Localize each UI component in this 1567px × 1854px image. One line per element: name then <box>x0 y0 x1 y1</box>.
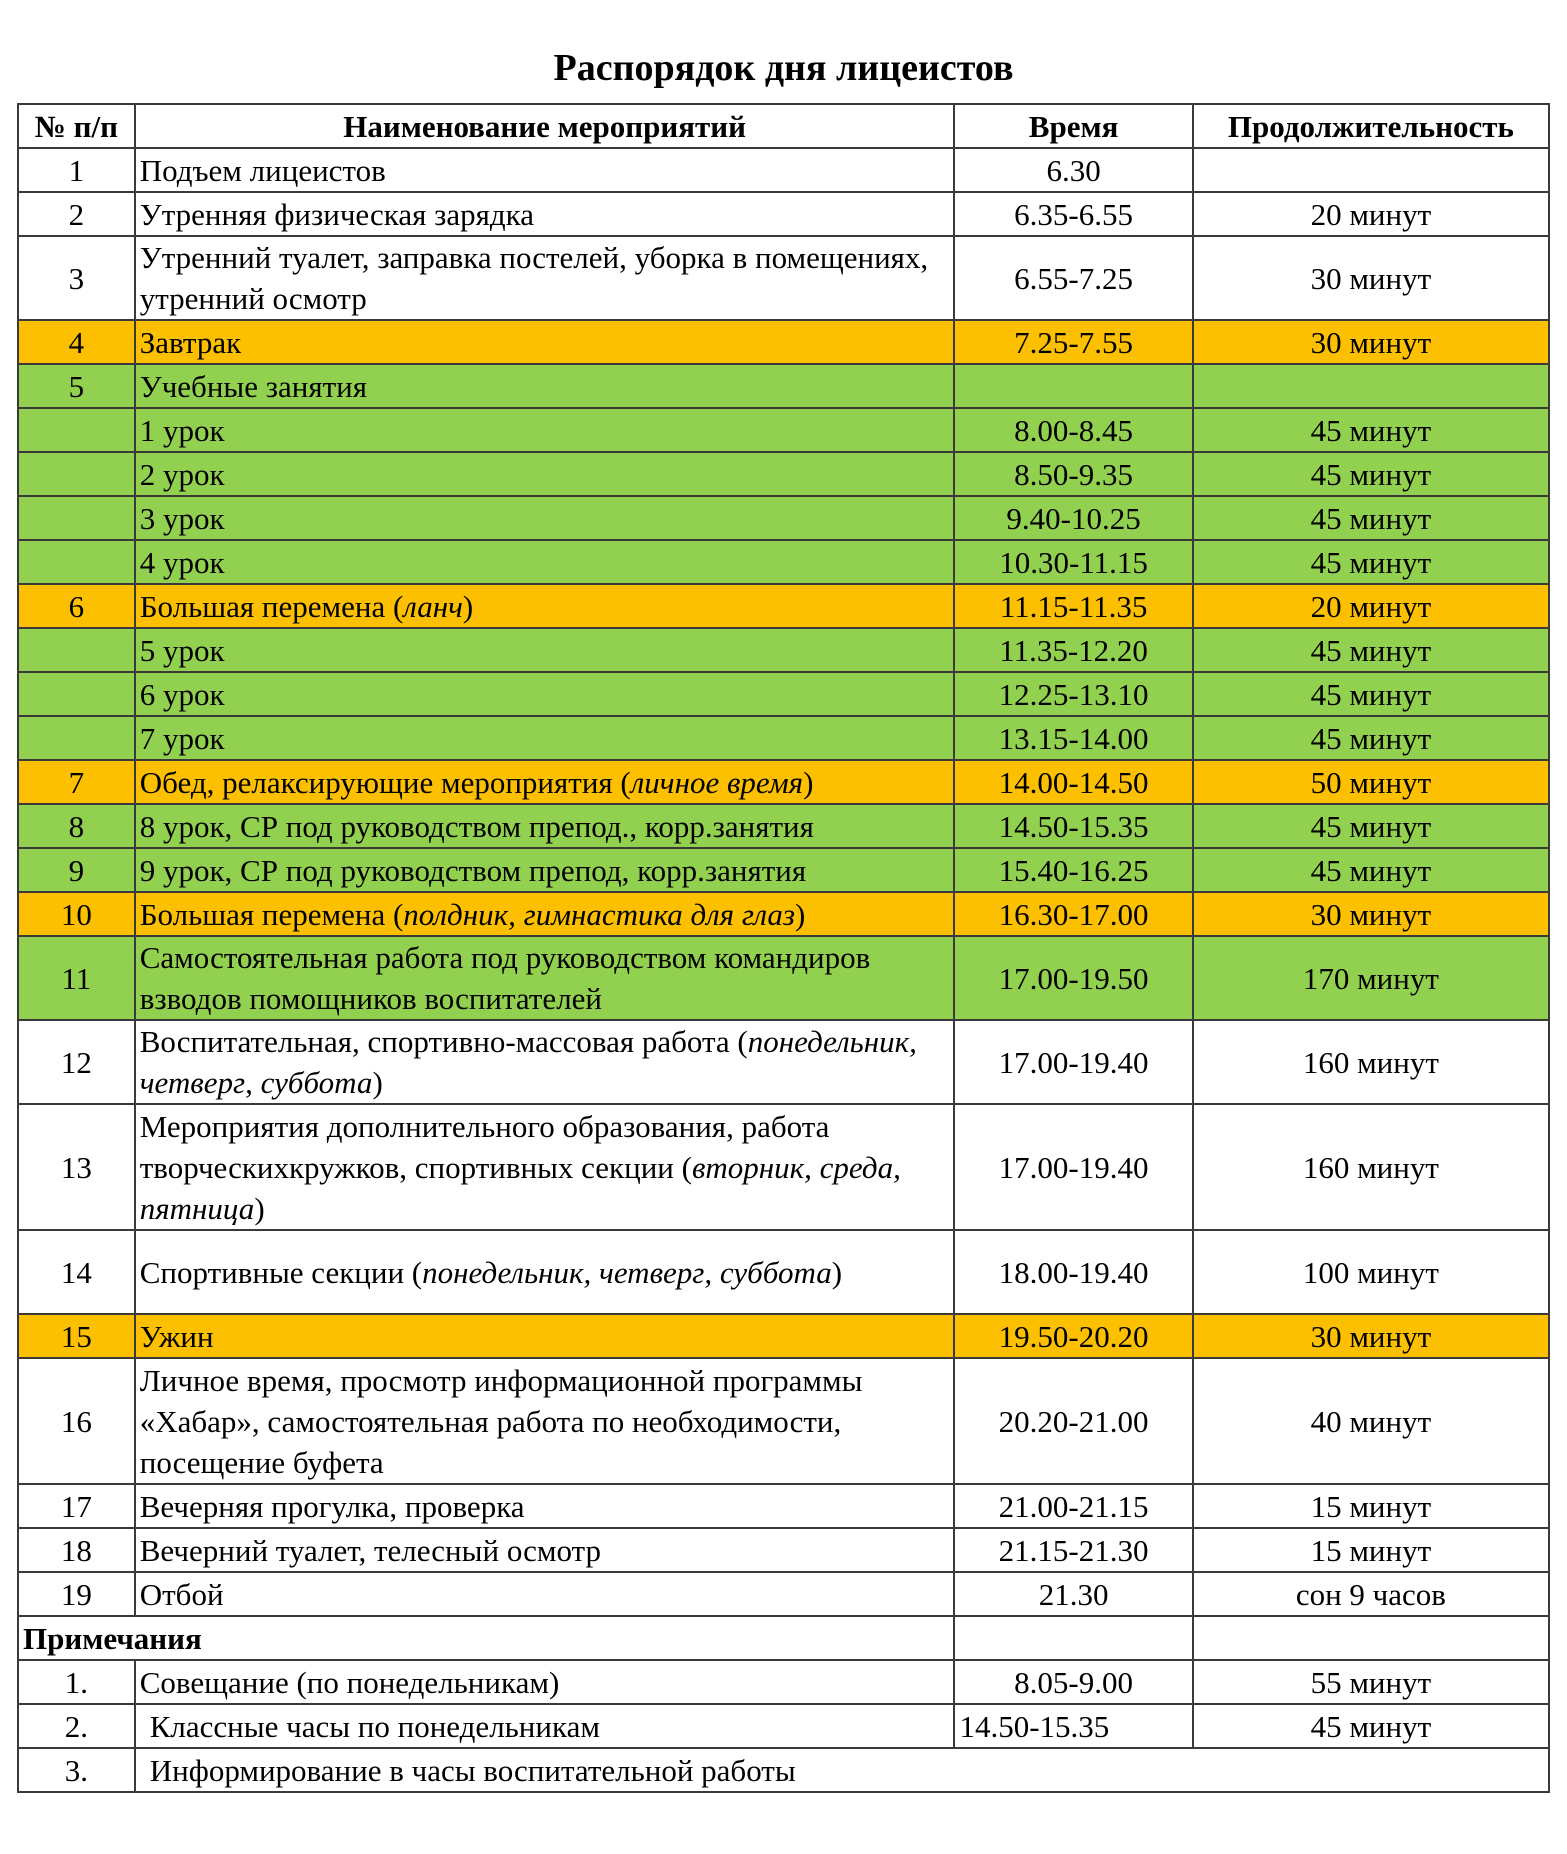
row-name: 7 урок <box>135 716 955 760</box>
header-time: Время <box>954 104 1192 148</box>
row-num <box>18 628 135 672</box>
note-num: 3. <box>18 1748 135 1792</box>
table-row <box>18 1484 1549 1528</box>
schedule-table <box>17 103 1550 1793</box>
row-name: 1 урок <box>135 408 955 452</box>
notes-row <box>18 1704 1549 1748</box>
row-name <box>135 1020 955 1104</box>
row-name: 2 урок <box>135 452 955 496</box>
row-name <box>135 1230 955 1314</box>
table-row <box>18 716 1549 760</box>
notes-heading-empty <box>954 1616 1192 1660</box>
row-duration: 45 минут <box>1193 672 1549 716</box>
row-name-text: ) <box>372 1065 383 1100</box>
row-time: 19.50-20.20 <box>954 1314 1192 1358</box>
row-num: 13 <box>18 1104 135 1230</box>
note-duration: 45 минут <box>1193 1704 1549 1748</box>
row-duration: 20 минут <box>1193 192 1549 236</box>
table-row <box>18 1314 1549 1358</box>
row-num <box>18 452 135 496</box>
row-name: Самостоятельная работа под руководством командиров взводов помощников воспитателей <box>135 936 955 1020</box>
note-time: 14.50-15.35 <box>954 1704 1192 1748</box>
row-time: 18.00-19.40 <box>954 1230 1192 1314</box>
table-row <box>18 1230 1549 1314</box>
row-name-text: Большая перемена ( <box>139 588 404 624</box>
table-row <box>18 848 1549 892</box>
row-num <box>18 672 135 716</box>
table-row <box>18 320 1549 364</box>
row-name-text: Воспитательная, спортивно-массовая работа ( <box>139 1024 748 1059</box>
row-duration: 50 минут <box>1193 760 1549 804</box>
table-row <box>18 540 1549 584</box>
row-time: 8.00-8.45 <box>954 408 1192 452</box>
note-time: 8.05-9.00 <box>954 1660 1192 1704</box>
row-num: 17 <box>18 1484 135 1528</box>
row-name: Завтрак <box>135 320 955 364</box>
row-num: 12 <box>18 1020 135 1104</box>
row-name-italic: понедельник, четверг, суббота <box>422 1254 832 1290</box>
row-time: 8.50-9.35 <box>954 452 1192 496</box>
row-num: 1 <box>18 148 135 192</box>
row-name-italic: ланч <box>403 588 463 624</box>
row-duration <box>1193 364 1549 408</box>
row-name: Личное время, просмотр информационной программы «Хабар», самостоятельная работа по необходимости, посещение буфета <box>135 1358 955 1484</box>
row-time: 9.40-10.25 <box>954 496 1192 540</box>
row-name-text: ) <box>831 1254 843 1290</box>
note-num: 1. <box>18 1660 135 1704</box>
row-duration: 45 минут <box>1193 452 1549 496</box>
table-row <box>18 804 1549 848</box>
table-row <box>18 364 1549 408</box>
row-time: 20.20-21.00 <box>954 1358 1192 1484</box>
row-num: 10 <box>18 892 135 936</box>
note-num: 2. <box>18 1704 135 1748</box>
row-duration: 170 минут <box>1193 936 1549 1020</box>
row-name: Отбой <box>135 1572 955 1616</box>
row-name-text: ) <box>795 896 806 932</box>
row-name: 8 урок, СР под руководством препод., корр.занятия <box>135 804 955 848</box>
table-row <box>18 760 1549 804</box>
table-row <box>18 1358 1549 1484</box>
row-duration: 100 минут <box>1193 1230 1549 1314</box>
row-num: 8 <box>18 804 135 848</box>
row-num <box>18 496 135 540</box>
row-num: 4 <box>18 320 135 364</box>
row-name: 9 урок, СР под руководством препод, корр.занятия <box>135 848 955 892</box>
row-time: 17.00-19.40 <box>954 1104 1192 1230</box>
row-name-text: ) <box>462 588 474 624</box>
row-duration: 45 минут <box>1193 804 1549 848</box>
row-duration: 30 минут <box>1193 320 1549 364</box>
row-duration: 45 минут <box>1193 628 1549 672</box>
row-duration: 45 минут <box>1193 540 1549 584</box>
row-num: 14 <box>18 1230 135 1314</box>
row-duration: 30 минут <box>1193 1314 1549 1358</box>
table-row <box>18 1020 1549 1104</box>
row-name: 6 урок <box>135 672 955 716</box>
page-title: Распорядок дня лицеистов <box>553 47 1014 89</box>
row-name: Вечерняя прогулка, проверка <box>135 1484 955 1528</box>
row-name-text: ) <box>803 764 814 800</box>
row-name: Вечерний туалет, телесный осмотр <box>135 1528 955 1572</box>
row-duration: 45 минут <box>1193 848 1549 892</box>
notes-heading-row <box>18 1616 1549 1660</box>
table-row <box>18 408 1549 452</box>
row-duration: 160 минут <box>1193 1104 1549 1230</box>
row-time: 17.00-19.50 <box>954 936 1192 1020</box>
row-name: 4 урок <box>135 540 955 584</box>
row-num: 5 <box>18 364 135 408</box>
row-num <box>18 716 135 760</box>
row-num: 15 <box>18 1314 135 1358</box>
header-num: № п/п <box>18 104 135 148</box>
table-row <box>18 936 1549 1020</box>
row-time: 21.15-21.30 <box>954 1528 1192 1572</box>
row-name-italic: понедельник, четверг, суббота <box>139 1024 917 1100</box>
table-row <box>18 1104 1549 1230</box>
row-name: Учебные занятия <box>135 364 955 408</box>
notes-row <box>18 1748 1549 1792</box>
row-name-text: Обед, релаксирующие мероприятия ( <box>139 764 631 800</box>
row-time: 14.00-14.50 <box>954 760 1192 804</box>
row-duration: 15 минут <box>1193 1528 1549 1572</box>
row-duration: 160 минут <box>1193 1020 1549 1104</box>
row-name: Подъем лицеистов <box>135 148 955 192</box>
table-row <box>18 584 1549 628</box>
note-name: Информирование в часы воспитательной работы <box>135 1748 1549 1792</box>
row-time: 10.30-11.15 <box>954 540 1192 584</box>
table-row <box>18 496 1549 540</box>
row-num: 18 <box>18 1528 135 1572</box>
row-time <box>954 364 1192 408</box>
row-num: 2 <box>18 192 135 236</box>
row-time: 6.35-6.55 <box>954 192 1192 236</box>
row-time: 16.30-17.00 <box>954 892 1192 936</box>
row-time: 6.30 <box>954 148 1192 192</box>
row-num: 16 <box>18 1358 135 1484</box>
row-duration: 45 минут <box>1193 716 1549 760</box>
row-name: 3 урок <box>135 496 955 540</box>
row-name: Утренний туалет, заправка постелей, уборка в помещениях, утренний осмотр <box>135 236 955 320</box>
table-row <box>18 628 1549 672</box>
row-duration: 40 минут <box>1193 1358 1549 1484</box>
row-time: 14.50-15.35 <box>954 804 1192 848</box>
notes-heading-empty <box>1193 1616 1549 1660</box>
row-duration: 30 минут <box>1193 892 1549 936</box>
table-row <box>18 236 1549 320</box>
row-num: 11 <box>18 936 135 1020</box>
row-name <box>135 760 955 804</box>
row-duration: 20 минут <box>1193 584 1549 628</box>
row-name: Утренняя физическая зарядка <box>135 192 955 236</box>
note-name: Классные часы по понедельникам <box>135 1704 955 1748</box>
table-row <box>18 192 1549 236</box>
row-time: 21.30 <box>954 1572 1192 1616</box>
row-name <box>135 892 955 936</box>
row-name: Ужин <box>135 1314 955 1358</box>
row-time: 21.00-21.15 <box>954 1484 1192 1528</box>
row-name-italic: полдник, гимнастика для глаз <box>403 896 796 932</box>
row-num: 3 <box>18 236 135 320</box>
row-name: 5 урок <box>135 628 955 672</box>
note-duration: 55 минут <box>1193 1660 1549 1704</box>
table-row <box>18 1528 1549 1572</box>
row-time: 6.55-7.25 <box>954 236 1192 320</box>
row-num: 9 <box>18 848 135 892</box>
row-name-italic: личное время <box>630 764 804 800</box>
table-row <box>18 148 1549 192</box>
note-name: Совещание (по понедельникам) <box>135 1660 955 1704</box>
table-row <box>18 1572 1549 1616</box>
row-time: 17.00-19.40 <box>954 1020 1192 1104</box>
row-name-text: Большая перемена ( <box>139 896 404 932</box>
table-row <box>18 452 1549 496</box>
row-num: 7 <box>18 760 135 804</box>
row-name-italic: вторник, среда, пятница <box>139 1149 901 1226</box>
row-duration: 30 минут <box>1193 236 1549 320</box>
table-row <box>18 892 1549 936</box>
row-name <box>135 584 955 628</box>
row-name-text: Спортивные секции ( <box>139 1254 423 1290</box>
row-name <box>135 1104 955 1230</box>
row-duration: сон 9 часов <box>1193 1572 1549 1616</box>
row-time: 11.15-11.35 <box>954 584 1192 628</box>
row-time: 15.40-16.25 <box>954 848 1192 892</box>
row-name-text: ) <box>254 1190 265 1226</box>
header-name: Наименование мероприятий <box>135 104 955 148</box>
table-row <box>18 672 1549 716</box>
row-time: 13.15-14.00 <box>954 716 1192 760</box>
row-duration <box>1193 148 1549 192</box>
row-num: 6 <box>18 584 135 628</box>
row-num <box>18 540 135 584</box>
header-duration: Продолжительность <box>1193 104 1549 148</box>
row-duration: 45 минут <box>1193 496 1549 540</box>
row-time: 12.25-13.10 <box>954 672 1192 716</box>
row-time: 7.25-7.55 <box>954 320 1192 364</box>
row-num: 19 <box>18 1572 135 1616</box>
row-name-text: Мероприятия дополнительного образования, работа творческихкружков, спортивных секции ( <box>139 1108 830 1185</box>
row-duration: 15 минут <box>1193 1484 1549 1528</box>
row-time: 11.35-12.20 <box>954 628 1192 672</box>
notes-row <box>18 1660 1549 1704</box>
table-header-row <box>18 104 1549 148</box>
row-num <box>18 408 135 452</box>
notes-heading: Примечания <box>18 1616 954 1660</box>
row-duration: 45 минут <box>1193 408 1549 452</box>
